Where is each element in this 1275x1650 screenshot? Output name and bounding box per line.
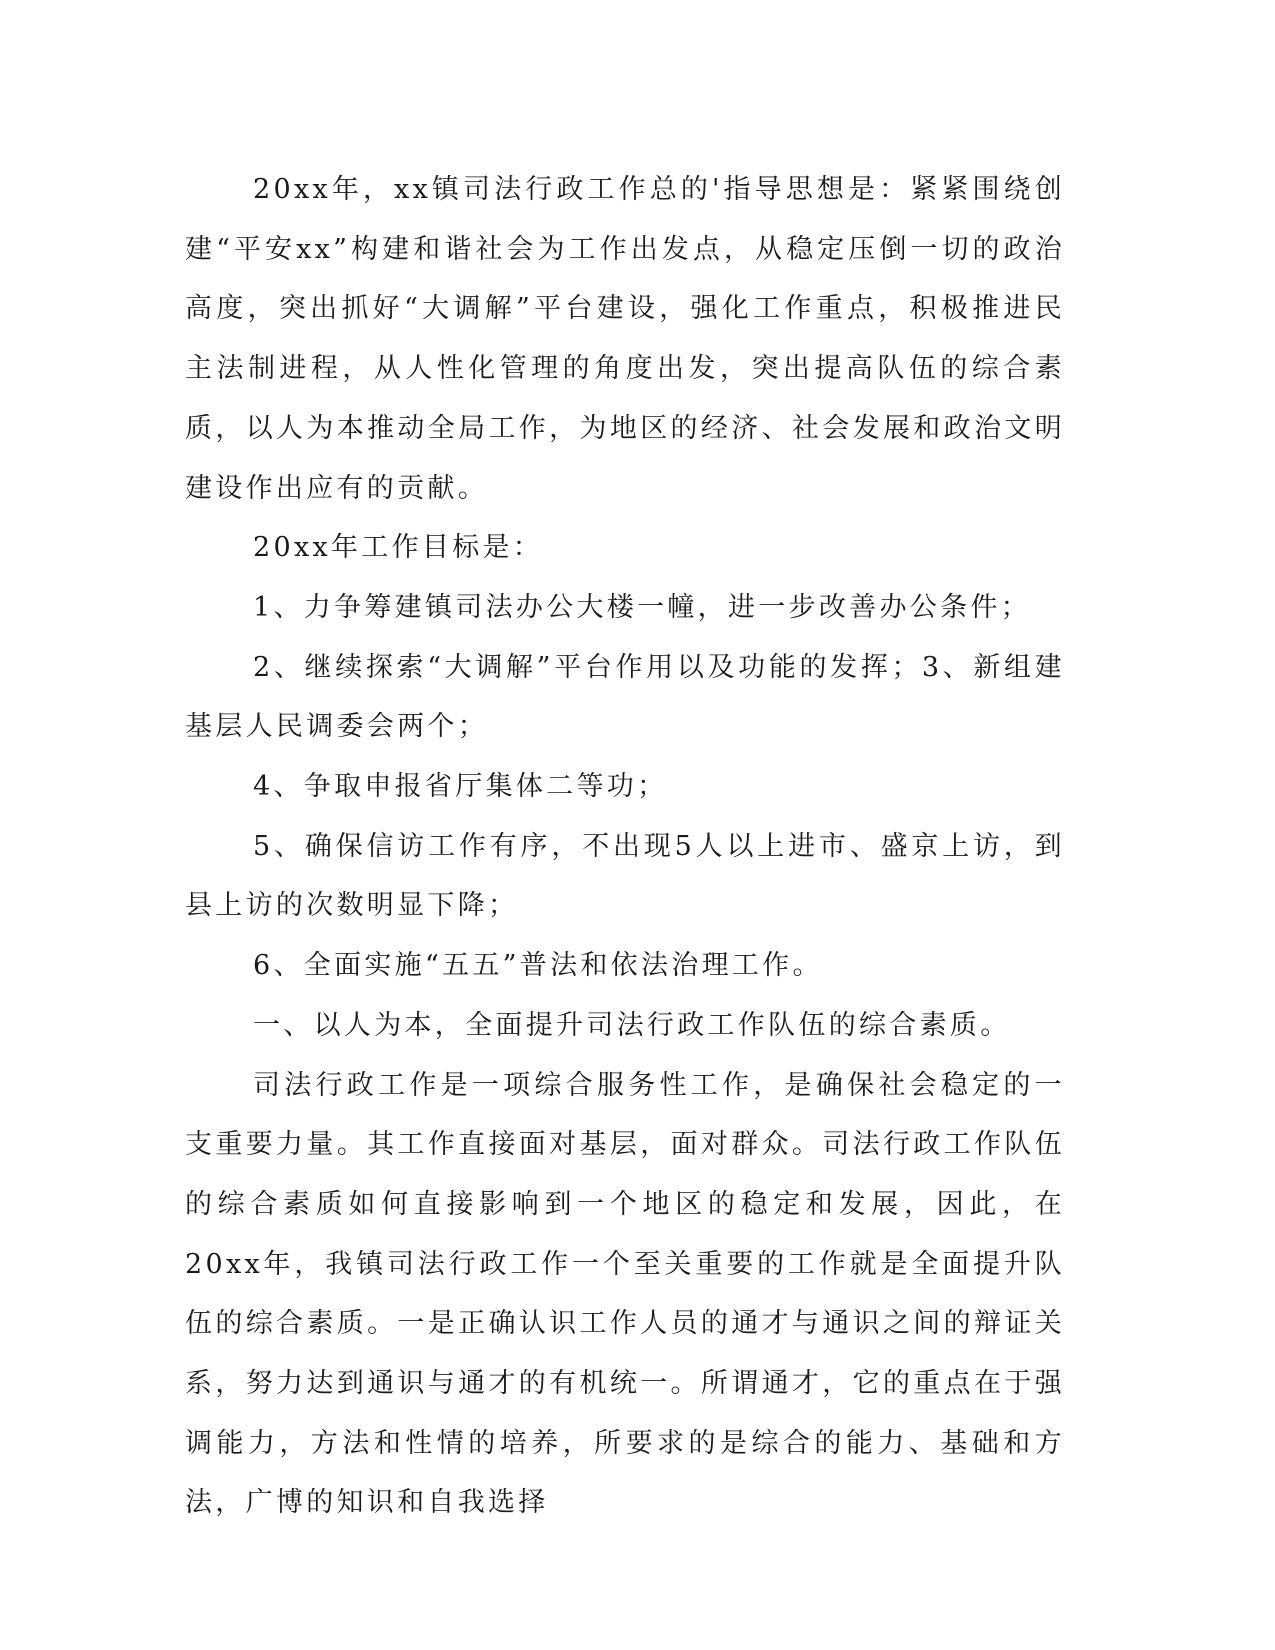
paragraph-goal-6: 6、全面实施“五五”普法和依法治理工作。 [253,950,823,982]
section-heading-1: 一、以人为本，全面提升司法行政工作队伍的综合素质。 [253,1009,1011,1041]
paragraph-goal-1: 1、力争筹建镇司法办公大楼一幢，进一步改善办公条件； [253,591,1031,623]
paragraph-goals-heading: 20xx年工作目标是： [253,532,544,564]
paragraph-goal-2-3: 2、继续探索“大调解”平台作用以及功能的发挥；3、新组建基层人民调委会两个； [185,651,1065,743]
paragraph-goal-4: 4、争取申报省厅集体二等功； [253,771,668,803]
paragraph-section-1-body: 司法行政工作是一项综合服务性工作，是确保社会稳定的一支重要力量。其工作直接面对基层，面对群众。司法行政工作队伍的综合素质如何直接影响到一个地区的稳定和发展，因此，在20xx年，我镇司法行政工作一个至关重要的工作就是全面提升队伍的综合素质。一是正确认识工作人员的通才与通识之间的辩证关系，努力达到通识与通才的有机统一。所谓通才，它的重点在于强调能力，方法和性情的培养，所要求的是综合的能力、基础和方法，广博的知识和自我选择 [185,1069,1065,1519]
paragraph-goal-5: 5、确保信访工作有序，不出现5人以上进市、盛京上访，到县上访的次数明显下降； [185,830,1065,922]
paragraph-guiding-ideology: 20xx年，xx镇司法行政工作总的'指导思想是：紧紧围绕创建“平安xx”构建和谐社会为工作出发点，从稳定压倒一切的政治高度，突出抓好“大调解”平台建设，强化工作重点，积极推进民主法制进程，从人性化管理的角度出发，突出提高队伍的综合素质，以人为本推动全局工作，为地区的经济、社会发展和政治文明建设作出应有的贡献。 [185,174,1065,504]
document-body [185,160,1065,1533]
